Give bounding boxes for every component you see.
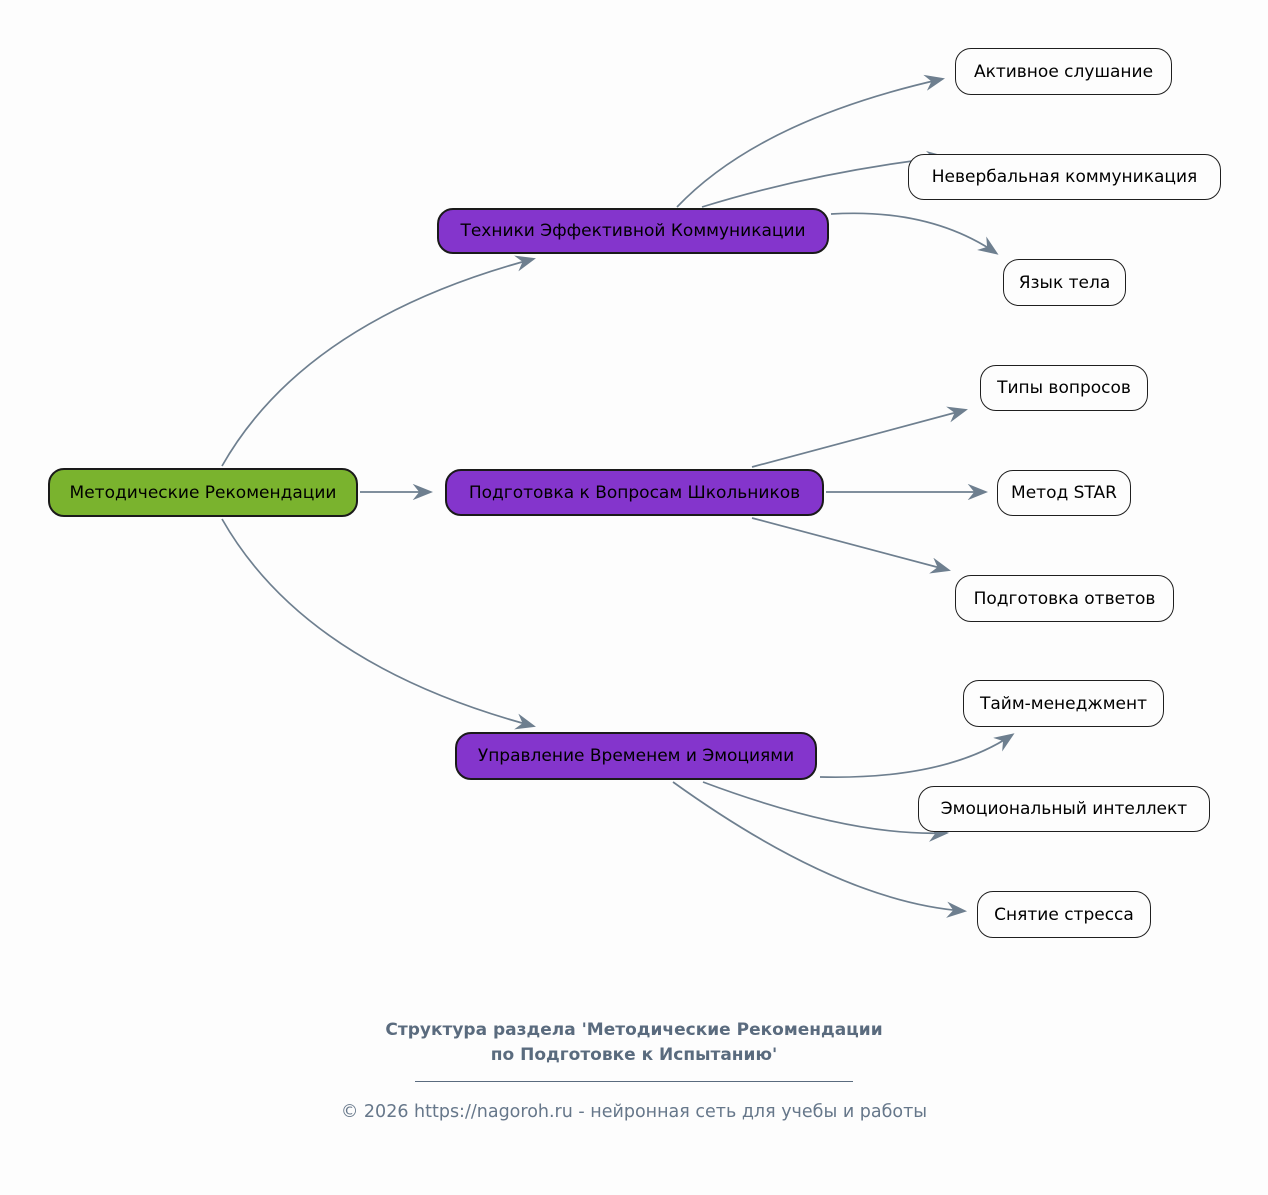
edge-root-to-branch-3 (222, 519, 533, 726)
leaf-node-star-method: Метод STAR (997, 470, 1131, 516)
diagram-title (0, 1018, 1268, 1067)
edge-branch3-to-leaf-time-management (820, 735, 1012, 777)
edge-branch2-to-leaf-answer-prep (752, 518, 948, 570)
leaf-node-emotional-intelligence: Эмоциональный интеллект (918, 786, 1210, 832)
copyright-text: © 2026 https://nagoroh.ru - нейронная сеть для учебы и работы (340, 1102, 928, 1123)
edge-root-to-branch-1 (222, 259, 533, 466)
diagram-title-line2: по Подготовке к Испытанию' (490, 1044, 778, 1065)
branch-node-communication-techniques: Техники Эффективной Коммуникации (437, 208, 829, 254)
leaf-node-question-types: Типы вопросов (980, 365, 1148, 411)
leaf-node-answer-preparation: Подготовка ответов (955, 575, 1174, 622)
leaf-node-active-listening: Активное слушание (955, 48, 1172, 95)
leaf-node-body-language: Язык тела (1003, 259, 1126, 306)
edge-branch2-to-leaf-question-types (752, 410, 965, 467)
leaf-node-time-management: Тайм-менеджмент (963, 680, 1164, 727)
branch-node-student-questions: Подготовка к Вопросам Школьников (445, 469, 824, 516)
edge-branch1-to-leaf-active-listening (677, 79, 942, 207)
leaf-node-stress-relief: Снятие стресса (977, 891, 1151, 938)
footer (0, 1018, 1268, 1122)
diagram-title-line1: Структура раздела 'Методические Рекомендации (385, 1020, 883, 1040)
branch-node-time-emotions: Управление Временем и Эмоциями (455, 732, 817, 780)
leaf-node-nonverbal-communication: Невербальная коммуникация (908, 154, 1221, 200)
footer-divider (415, 1081, 853, 1082)
edge-branch1-to-leaf-body-language (831, 213, 996, 253)
root-node: Методические Рекомендации (48, 468, 358, 517)
